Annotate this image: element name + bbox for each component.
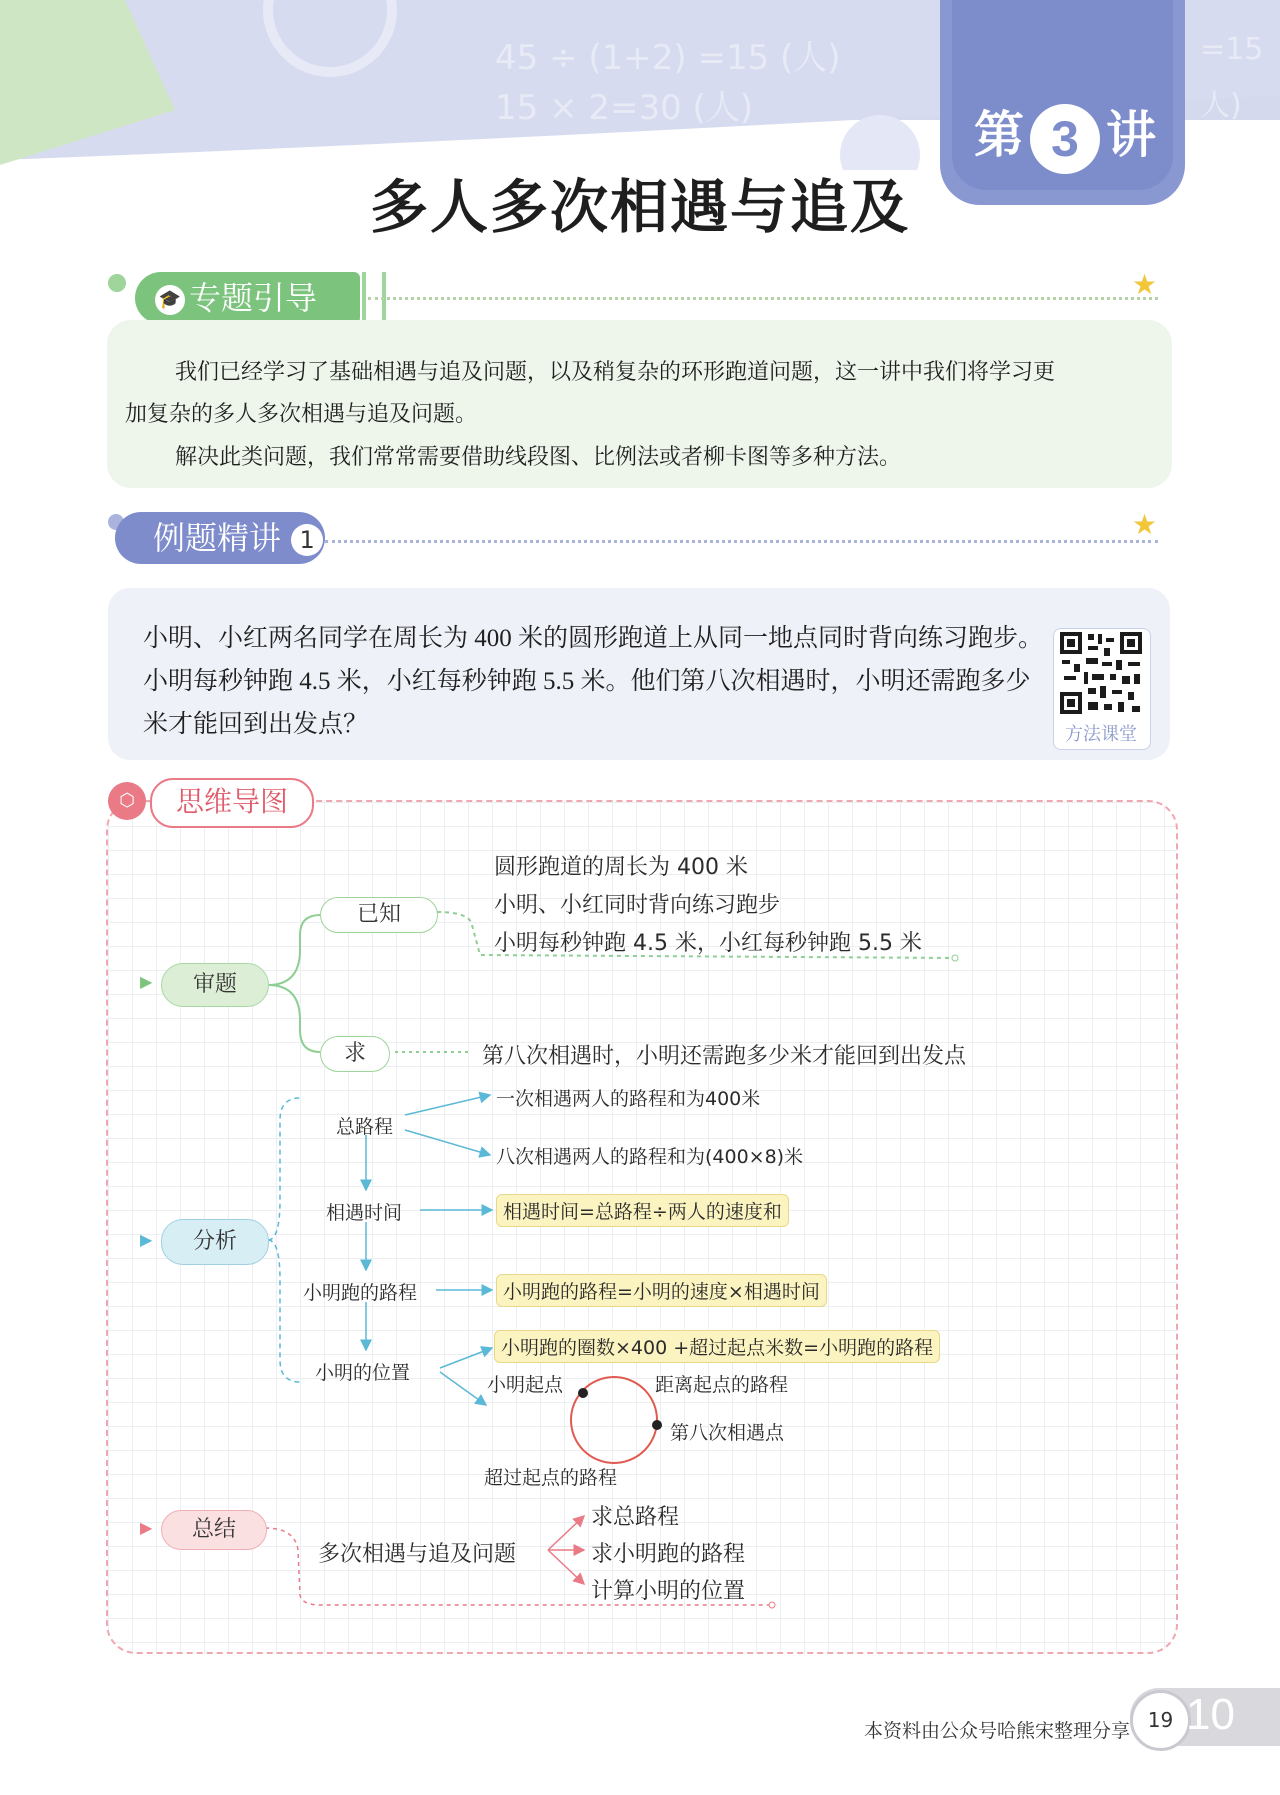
mindmap-tag: 思维导图 xyxy=(150,778,314,828)
node-zonglucheng: 总路程 xyxy=(336,1116,394,1138)
xy-formula: 相遇时间=总路程÷两人的速度和 xyxy=(496,1194,789,1227)
bg-formula-1: 45 ÷ (1+2) =15 (人) xyxy=(495,38,841,78)
page-number-small: 19 xyxy=(1130,1690,1191,1751)
summary-1: 求总路程 xyxy=(591,1505,680,1530)
example-line-2: 小明每秒钟跑 4.5 米，小红每秒钟跑 5.5 米。他们第八次相遇时，小明还需跑多少 xyxy=(143,668,1031,695)
qr-caption: 方法课堂 xyxy=(1065,724,1137,745)
zl-2: 八次相遇两人的路程和为(400×8)米 xyxy=(496,1146,804,1168)
xl-formula: 小明跑的路程=小明的速度×相遇时间 xyxy=(496,1274,827,1307)
bg-formula-4: 人) xyxy=(1200,88,1242,123)
node-yizhi: 已知 xyxy=(320,897,438,933)
zl-1: 一次相遇两人的路程和为400米 xyxy=(496,1088,761,1110)
node-zongjie: 总结 xyxy=(161,1510,267,1550)
star-icon: ★ xyxy=(1132,508,1158,541)
xw-formula: 小明跑的圈数×400 +超过起点米数=小明跑的路程 xyxy=(494,1330,940,1363)
summary-2: 求小明跑的路程 xyxy=(591,1542,746,1567)
intro-paragraph-2: 解决此类问题，我们常常需要借助线段图、比例法或者柳卡图等多种方法。 xyxy=(175,445,902,470)
triangle-icon: ▶ xyxy=(140,1230,153,1249)
footer-note: 本资料由公众号哈熊宋整理分享 xyxy=(864,1721,1131,1742)
circle-start-label: 小明起点 xyxy=(487,1374,564,1396)
bg-formula-3: =15 xyxy=(1200,32,1264,67)
circle-dist-label: 距离起点的路程 xyxy=(655,1374,789,1396)
example-line-1: 小明、小红两名同学在周长为 400 米的圆形跑道上从同一地点同时背向练习跑步。 xyxy=(143,625,1044,652)
page-title: 多人多次相遇与追及 xyxy=(369,173,910,241)
star-icon: ★ xyxy=(1132,268,1158,301)
page-number-big: 10 xyxy=(1186,1690,1235,1739)
example-number: 1 xyxy=(291,524,323,556)
circle-over-label: 超过起点的路程 xyxy=(484,1467,618,1489)
ask-text: 第八次相遇时，小明还需跑多少米才能回到出发点 xyxy=(482,1044,967,1069)
bg-formula-2: 15 × 2=30 (人) xyxy=(495,88,754,128)
node-xmlucheng: 小明跑的路程 xyxy=(303,1282,418,1304)
example-line-3: 米才能回到出发点？ xyxy=(143,711,369,738)
intro-paragraph-1b: 加复杂的多人多次相遇与追及问题。 xyxy=(125,402,478,427)
triangle-icon: ▶ xyxy=(140,1518,153,1537)
known-3: 小明每秒钟跑 4.5 米，小红每秒钟跑 5.5 米 xyxy=(494,931,922,956)
lesson-number: 3 xyxy=(1030,104,1100,174)
lesson-suffix: 讲 xyxy=(1106,106,1156,164)
circle-meet-label: 第八次相遇点 xyxy=(670,1422,785,1444)
node-xiangyushijian: 相遇时间 xyxy=(326,1202,403,1224)
known-1: 圆形跑道的周长为 400 米 xyxy=(494,855,748,880)
node-qiu: 求 xyxy=(320,1036,390,1072)
node-fenxi: 分析 xyxy=(161,1219,269,1265)
known-2: 小明、小红同时背向练习跑步 xyxy=(494,893,781,918)
summary-3: 计算小明的位置 xyxy=(591,1579,746,1604)
lesson-prefix: 第 xyxy=(974,106,1024,164)
intro-p1: 我们已经学习了基础相遇与追及问题，以及稍复杂的环形跑道问题，这一讲中我们将学习更 xyxy=(175,360,1056,385)
summary-main: 多次相遇与追及问题 xyxy=(318,1542,517,1567)
intro-tag-label: 专题引导 xyxy=(189,279,318,317)
graduation-cap-icon: 🎓 xyxy=(155,285,185,315)
node-xmweizhi: 小明的位置 xyxy=(315,1362,411,1384)
triangle-icon: ▶ xyxy=(140,972,153,991)
mindmap-tag-icon: ⬡ xyxy=(108,782,146,820)
node-shenti: 审题 xyxy=(161,963,269,1007)
example-tag-label: 例题精讲 xyxy=(153,519,282,557)
